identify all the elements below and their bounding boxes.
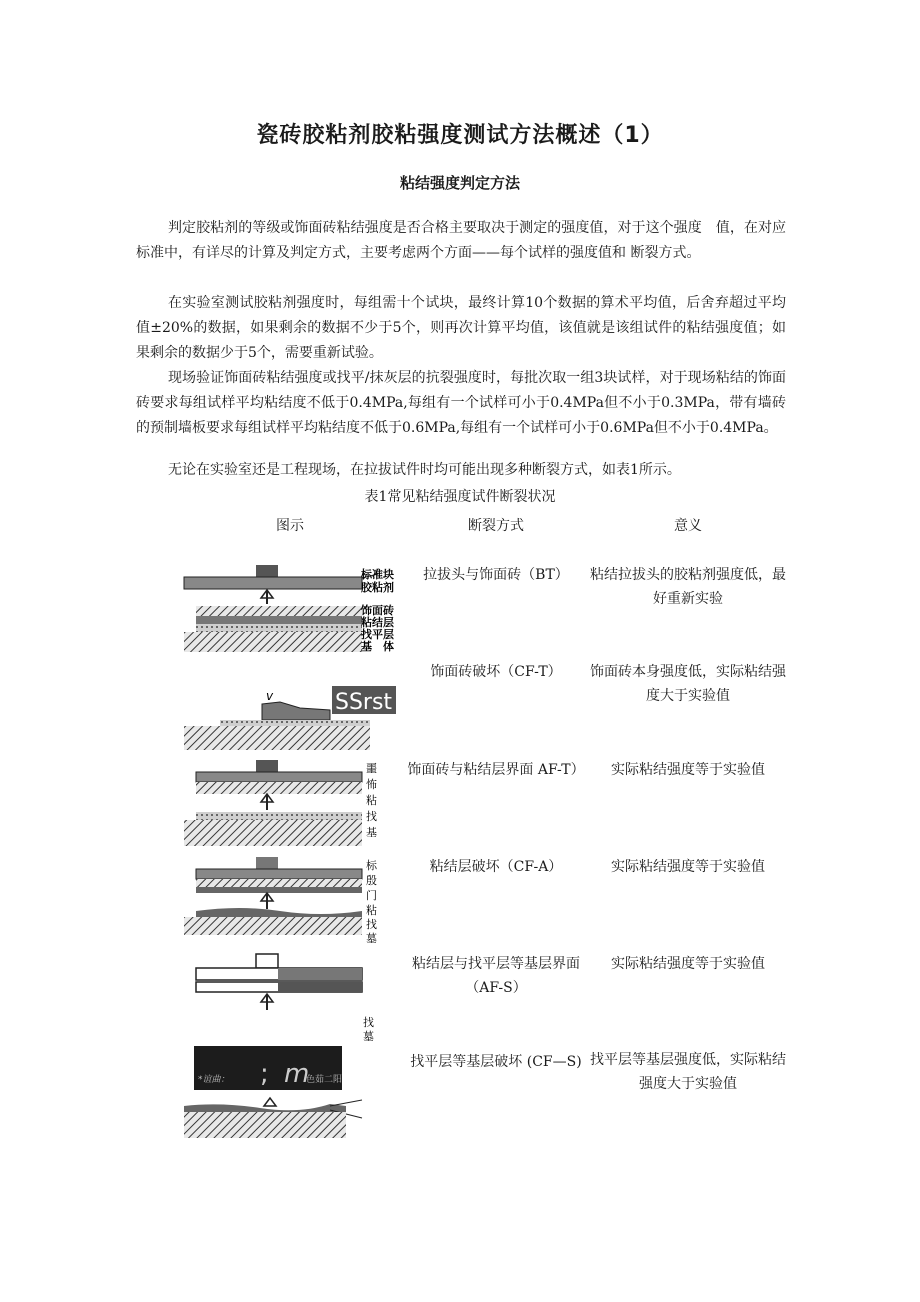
meaning-cf-t: 饰面砖本身强度低，实际粘结强度大于实验值 (590, 664, 786, 704)
label-r4-d: 粘 (366, 904, 377, 917)
label-r6-a: *谊曲： (198, 1075, 230, 1085)
paragraph-2: 在实验室测试胶粘剂强度时，每组需十个试块，最终计算10个数据的算术平均值，后舍弃超过平均值±20%的数据，如果剩余的数据不少于5个，则再次计算平均值，该值就是该组试件的粘结强度值；如果剩余的数据少于5个，需要重新试验。 (136, 295, 786, 361)
label-r4-c: 门 (366, 889, 377, 902)
label-adhesive: 胶粘剂 (361, 581, 394, 594)
label-r3-c: 粘 (366, 794, 377, 807)
page-title: 瓷砖胶粘剂胶粘强度测试方法概述（1） (256, 123, 664, 148)
figure-cf-a (180, 853, 410, 948)
label-r4-a: 标 (366, 859, 377, 872)
meaning-cf-s: 找平层等基层强度低，实际粘结强度大于实验值 (590, 1052, 786, 1092)
label-r4-f: 墓 (366, 932, 377, 945)
header-meaning: 意义 (674, 518, 702, 534)
label-r3-b: 怖 (366, 778, 377, 791)
label-r6-c: m (284, 1059, 310, 1089)
label-standard-block: 标准块 (361, 568, 394, 581)
paragraph-4: 无论在实验室还是工程现场，在拉拔试件时均可能出现多种断裂方式，如表1所示。 (168, 462, 681, 478)
section-subtitle: 粘结强度判定方法 (399, 174, 520, 192)
figure-cf-t (180, 680, 410, 755)
figure-bt (180, 560, 410, 660)
figure-af-s (180, 950, 410, 1045)
header-mode: 断裂方式 (468, 518, 524, 534)
figure-af-t (180, 758, 410, 850)
label-bond-layer: 粘结层 (361, 616, 394, 629)
figure-cf-s (180, 1044, 410, 1144)
mode-bt: 拉拔头与饰面砖（BT） (423, 567, 569, 583)
mode-cf-a: 粘结层破坏（CF-A） (429, 859, 563, 875)
label-leveling: 找平层 (361, 628, 394, 641)
label-v: v (266, 689, 274, 703)
label-ssrst: SSrst (335, 690, 393, 715)
label-r4-e: 找 (366, 918, 377, 931)
meaning-cf-a: 实际粘结强度等于实验值 (611, 859, 765, 875)
label-r6-b: ; (260, 1059, 269, 1089)
label-substrate: 基 体 (361, 640, 394, 653)
mode-cf-t: 饰面砖破坏（CF-T） (430, 664, 562, 680)
label-r5-a: 找 (363, 1016, 374, 1029)
label-r6-d: 色茹二阳 (306, 1075, 343, 1085)
meaning-af-t: 实际粘结强度等于实验值 (611, 762, 765, 778)
label-tile: 饰面砖 (361, 604, 394, 617)
paragraph-3: 现场验证饰面砖粘结强度或找平/抹灰层的抗裂强度时，每批次取一组3块试样，对于现场粘结的饰面砖要求每组试样平均粘结度不低于0.4MPa,每组有一个试样可小于0.4MPa但不小于0.3MPa，带有墙砖的预制墙板要求每组试样平均粘结度不低于0.6MPa,每组有一个试样可小于0.6MPa但不小于0.4MPa。 (136, 370, 786, 436)
mode-cf-s: 找平层等基层破坏 (CF—S) (410, 1054, 582, 1070)
label-r3-e: 基 (366, 826, 377, 839)
meaning-bt: 粘结拉拔头的胶粘剂强度低，最好重新实验 (590, 567, 786, 607)
paragraph-1: 判定胶粘剂的等级或饰面砖粘结强度是否合格主要取决于测定的强度值，对于这个强度 值，在对应标准中，有详尽的计算及判定方式，主要考虑两个方面——每个试样的强度值和 断裂方式。 (136, 220, 786, 261)
table-caption: 表1常见粘结强度试件断裂状况 (364, 489, 556, 505)
label-r5-b: 墓 (363, 1030, 374, 1043)
meaning-af-s: 实际粘结强度等于实验值 (611, 956, 765, 972)
label-r3-d: 找 (366, 810, 377, 823)
mode-af-t: 饰面砖与粘结层界面 AF-T） (407, 762, 585, 778)
label-r4-b: 殷 (366, 874, 377, 887)
header-figure: 图示 (276, 518, 304, 534)
label-r3-a: 噩 (366, 762, 377, 775)
mode-af-s: 粘结层与找平层等基层界面（AF-S） (412, 956, 580, 996)
